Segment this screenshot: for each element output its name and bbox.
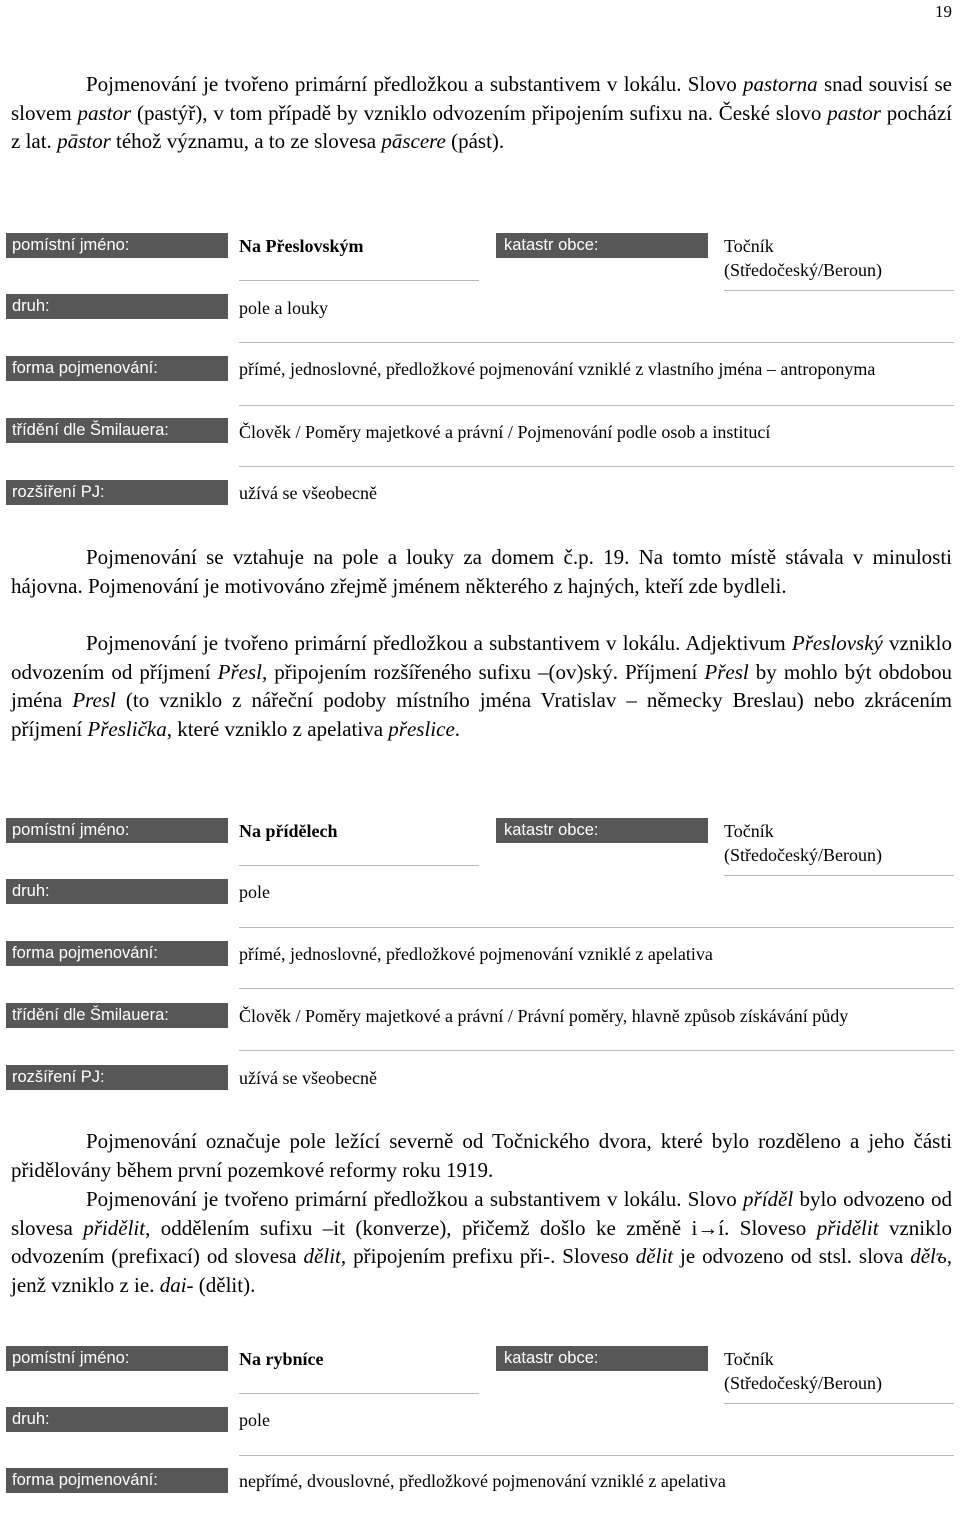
entry-kind: pole a louky xyxy=(239,298,328,318)
divider xyxy=(724,875,954,876)
divider xyxy=(239,280,479,281)
label-cadastre: katastr obce: xyxy=(496,818,708,843)
label-kind: druh: xyxy=(6,1407,228,1432)
divider xyxy=(239,988,954,989)
label-name: pomístní jméno: xyxy=(6,233,228,258)
divider xyxy=(239,1393,479,1394)
entry-spread: užívá se všeobecně xyxy=(239,483,377,503)
label-spread: rozšíření PJ: xyxy=(6,1065,228,1090)
entry-kind: pole xyxy=(239,1410,270,1430)
entry1-etymology: Pojmenování je tvořeno primární předložkou a substantivem v lokálu. Adjektivum Přeslovský vzniklo odvozením od příjmení Přesl, připojením rozšířeného sufixu –(ov)ský. Příjmení Přesl by mohlo být obdobou jména Presl (to vzniklo z nářeční podoby místního jména Vratislav – německy Breslau) nebo zkrácením příjmení Přeslička, které vzniklo z apelativa přeslice. xyxy=(11,631,953,741)
cadastre-line2: (Středočeský/Beroun) xyxy=(724,260,882,280)
divider xyxy=(239,1050,954,1051)
entry-kind: pole xyxy=(239,882,270,902)
divider xyxy=(239,342,954,343)
divider xyxy=(239,927,954,928)
entry-name: Na rybníce xyxy=(239,1349,324,1369)
entry2-etymology: Pojmenování je tvořeno primární předložkou a substantivem v lokálu. Slovo příděl bylo odvozeno od slovesa přidělit, oddělením sufixu –it (konverze), přičemž došlo ke změně i→í. Sloveso přidělit vzniklo odvozením (prefixací) od slovesa dělit, připojením prefixu při-. Sloveso dělit je odvozeno od stsl. slova dělъ, jenž vzniklo z ie. dai- (dělit). xyxy=(11,1187,953,1297)
entry-name: Na Přeslovským xyxy=(239,236,364,256)
label-form: forma pojmenování: xyxy=(6,356,228,381)
cadastre-line1: Točník xyxy=(724,1349,774,1369)
cadastre-line1: Točník xyxy=(724,821,774,841)
entry-form: přímé, jednoslovné, předložkové pojmenování vzniklé z vlastního jména – antroponyma xyxy=(239,359,876,379)
label-cadastre: katastr obce: xyxy=(496,233,708,258)
entry-spread: užívá se všeobecně xyxy=(239,1068,377,1088)
divider xyxy=(239,865,479,866)
entry-classification: Člověk / Poměry majetkové a právní / Právní poměry, hlavně způsob získávání půdy xyxy=(239,1006,849,1026)
page-number: 19 xyxy=(935,2,952,21)
label-classification: třídění dle Šmilauera: xyxy=(6,418,228,443)
entry-form: nepřímé, dvouslovné, předložkové pojmenování vzniklé z apelativa xyxy=(239,1471,726,1491)
divider xyxy=(724,1403,954,1404)
label-name: pomístní jméno: xyxy=(6,818,228,843)
entry-name: Na přídělech xyxy=(239,821,338,841)
entry2-description: Pojmenování označuje pole ležící severně od Točnického dvora, které bylo rozděleno a jeho části přidělovány během první pozemkové reformy roku 1919. xyxy=(11,1129,952,1182)
label-spread: rozšíření PJ: xyxy=(6,480,228,505)
divider xyxy=(239,405,954,406)
cadastre-line2: (Středočeský/Beroun) xyxy=(724,1373,882,1393)
intro-paragraph: Pojmenování je tvořeno primární předložkou a substantivem v lokálu. Slovo pastorna snad souvisí se slovem pastor (pastýř), v tom případě by vzniklo odvozením připojením sufixu na. České slovo pastor pochází z lat. pāstor téhož významu, a to ze slovesa pāscere (pást). xyxy=(11,72,953,153)
label-name: pomístní jméno: xyxy=(6,1346,228,1371)
label-cadastre: katastr obce: xyxy=(496,1346,708,1371)
divider xyxy=(724,290,954,291)
entry-form: přímé, jednoslovné, předložkové pojmenování vzniklé z apelativa xyxy=(239,944,713,964)
label-form: forma pojmenování: xyxy=(6,1468,228,1493)
divider xyxy=(239,466,954,467)
label-form: forma pojmenování: xyxy=(6,941,228,966)
divider xyxy=(239,1455,954,1456)
entry-classification: Člověk / Poměry majetkové a právní / Pojmenování podle osob a institucí xyxy=(239,422,771,442)
label-kind: druh: xyxy=(6,879,228,904)
entry1-description: Pojmenování se vztahuje na pole a louky za domem č.p. 19. Na tomto místě stávala v minulosti hájovna. Pojmenování je motivováno zřejmě jménem některého z hajných, kteří zde bydleli. xyxy=(11,545,952,598)
cadastre-line1: Točník xyxy=(724,236,774,256)
label-classification: třídění dle Šmilauera: xyxy=(6,1003,228,1028)
label-kind: druh: xyxy=(6,294,228,319)
cadastre-line2: (Středočeský/Beroun) xyxy=(724,845,882,865)
